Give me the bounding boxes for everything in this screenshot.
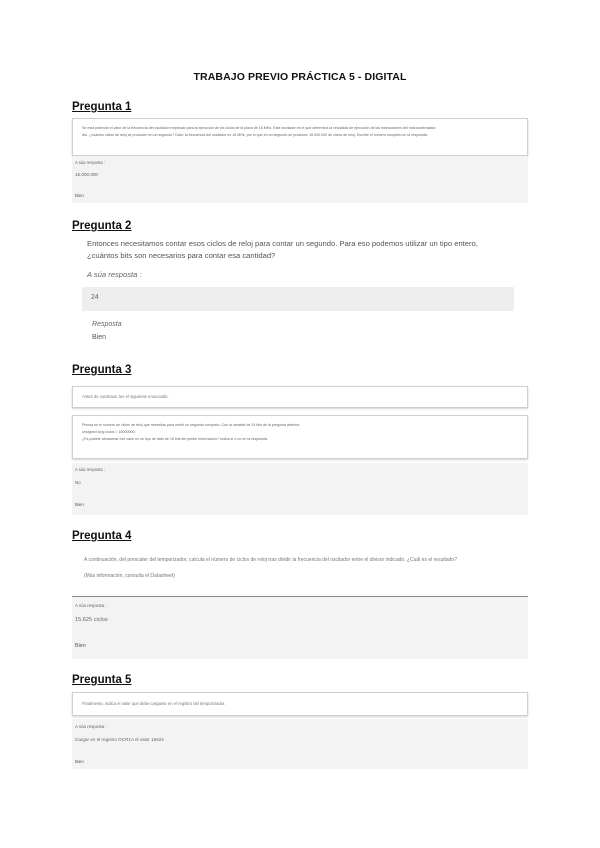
question-4-answer-value: 15.625 ciclos xyxy=(75,617,108,623)
question-1-text-line-2: Así, ¿cuántos ciclos de reloj se producen en un segundo? Dato: la frecuencia del oscilador es 16 MHz, por lo que en un segundo se producen 16.000.000 de ciclos de reloj. Escribe el número completo en la respuesta. xyxy=(82,133,429,137)
question-3-result: Bien xyxy=(75,502,84,507)
question-3-card-2 xyxy=(72,415,528,459)
question-2-text-line-2: ¿cuántos bits son necesarios para contar esa cantidad? xyxy=(87,251,276,260)
question-3-card-1-text: Antes de continuar, lee el siguiente enunciado. xyxy=(82,394,169,399)
question-5-answer-label: A súa resposta : xyxy=(75,724,107,729)
question-1-answer-panel xyxy=(72,156,528,203)
question-3-card-2-line-1: Piensa en el número de ciclos de reloj que necesitas para medir un segundo completo. Con la variable de 24 bits de la pregunta anterior: xyxy=(82,423,301,427)
question-1-card xyxy=(72,118,528,156)
question-3-card-2-line-2: unsigned long ciclos = 16000000; xyxy=(82,430,136,434)
question-5-answer-panel xyxy=(72,719,528,769)
question-5-card xyxy=(72,692,528,716)
document-title: TRABAJO PREVIO PRÁCTICA 5 - DIGITAL xyxy=(193,71,407,83)
question-4-result: Bien xyxy=(75,643,86,649)
question-4-text-line-1: A continuación, del prescaler del temporizador, calcula el número de ciclos de reloj tras dividir la frecuencia del oscilador entre el divisor indicado. ¿Cuál es el resultado? xyxy=(84,557,457,563)
question-2-result: Bien xyxy=(92,334,107,341)
question-3-answer-panel xyxy=(72,463,528,515)
question-2-text-line-1: Entonces necesitamos contar esos ciclos de reloj para contar un segundo. Para eso podemos utilizar un tipo entero, xyxy=(87,239,478,248)
question-2-answer-label: A súa resposta : xyxy=(87,270,142,279)
question-5-result: Bien xyxy=(75,759,84,764)
question-5-card-text: Finalmente, indica el valor que debe cargarse en el registro del temporizador. xyxy=(82,701,226,706)
question-5-heading: Pregunta 5 xyxy=(72,674,132,686)
question-1-heading: Pregunta 1 xyxy=(72,101,132,113)
question-4-heading: Pregunta 4 xyxy=(72,530,132,542)
question-3-answer-value: No xyxy=(75,480,81,485)
question-1-answer-label: A súa resposta : xyxy=(75,160,106,165)
question-5-answer-value: Cargar en el registro OCR1A el valor 15624 xyxy=(75,737,164,742)
question-4-text-line-2: (Más información, consulta el Datasheet) xyxy=(84,573,175,579)
question-2-answer-box xyxy=(82,287,514,311)
question-2-heading: Pregunta 2 xyxy=(72,220,132,232)
question-3-card-2-line-3: ¿Es posible almacenar ese valor en un tipo de dato de 16 bits sin perder información? Indica sí o no en la respuesta. xyxy=(82,437,268,441)
question-2-answer-value: 24 xyxy=(91,294,99,301)
question-2-response-label: Resposta xyxy=(92,321,122,328)
question-4-answer-label: A súa resposta : xyxy=(75,603,107,608)
question-4-answer-panel xyxy=(72,597,528,659)
question-3-answer-label: A súa resposta : xyxy=(75,467,106,472)
question-3-card-1 xyxy=(72,386,528,408)
question-1-answer-value: 16.000.000 xyxy=(75,172,98,177)
question-3-heading: Pregunta 3 xyxy=(72,364,132,376)
question-1-result: Bien xyxy=(75,193,84,198)
question-1-text-line-1: Se está pidiendo el valor de la frecuencia del oscilador empleado para la ejecución de los ciclos de la placa de 16 MHz. Este oscilador es el que determina la velocidad de ejecución de las instrucciones del microcontrolador. xyxy=(82,126,437,130)
